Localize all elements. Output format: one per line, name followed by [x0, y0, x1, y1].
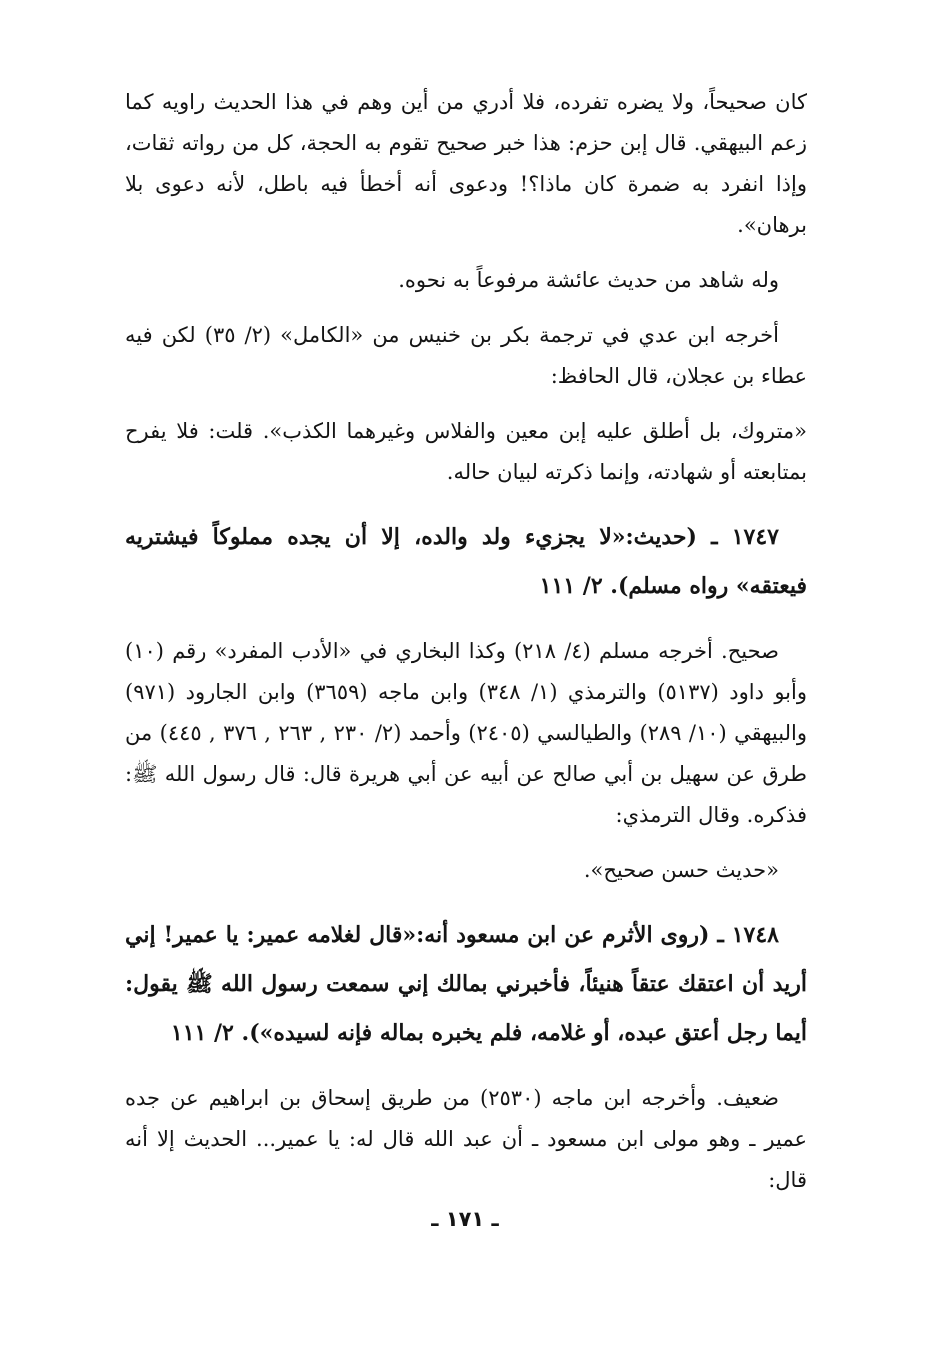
paragraph-takhrij-1747: صحيح. أخرجه مسلم (٤/ ٢١٨) وكذا البخاري في «الأدب المفرد» رقم (١٠) وأبو داود (٥١٣٧) والترمذي (١/ ٣٤٨) وابن ماجه (٣٦٥٩) وابن الجارود (٩٧١) والبيهقي (١٠/ ٢٨٩) والطيالسي (٢٤٠٥) وأحمد (٢/ ٢٣٠ , ٢٦٣ , ٣٧٦ , ٤٤٥) من طرق عن سهيل بن أبي صالح عن أبيه عن أبي هريرة قال: قال رسول الله ﷺ: فذكره. وقال الترمذي: [125, 639, 807, 827]
hadith-1747: ١٧٤٧ ـ (حديث:«لا يجزيء ولد والده، إلا أن يجده مملوكاً فيشتريه فيعتقه» رواه مسلم). ٢/ ١١١ [125, 524, 807, 599]
paragraph-continuation: كان صحيحاً، ولا يضره تفرده، فلا أدري من أين وهم في هذا الحديث راويه كما زعم البيهقي. قال إبن حزم: هذا خبر صحيح تقوم به الحجة، كل من رواته ثقات، وإذا انفرد به ضمرة كان ماذا؟! ودعوى أنه أخطأ فيه باطل، لأنه دعوى بلا برهان». [125, 90, 807, 237]
paragraph-ibn-adi: أخرجه ابن عدي في ترجمة بكر بن خنيس من «الكامل» (٢/ ٣٥) لكن فيه عطاء بن عجلان، قال الحافظ: [125, 323, 807, 388]
paragraph-witness: وله شاهد من حديث عائشة مرفوعاً به نحوه. [398, 268, 779, 292]
paragraph-takhrij-1748: ضعيف. وأخرجه ابن ماجه (٢٥٣٠) من طريق إسحاق بن ابراهيم عن جده عمير ـ وهو مولى ابن مسعود ـ أن عبد الله قال له: يا عمير... الحديث إلا أنه قال: [125, 1086, 807, 1192]
page-body [125, 82, 807, 1201]
hadith-1748: ١٧٤٨ ـ (روى الأثرم عن ابن مسعود أنه:«قال لغلامه عمير: يا عمير! إني أريد أن اعتقك عتقاً هنيئاً، فأخبرني بمالك إني سمعت رسول الله ﷺ يقول: أيما رجل أعتق عبده، أو غلامه، فلم يخبره بماله فإنه لسيده»). ٢/ ١١١ [125, 922, 807, 1046]
page-number: ـ ١٧١ ـ [431, 1207, 499, 1231]
paragraph-hafiz-quote: «متروك، بل أطلق عليه إبن معين والفلاس وغيرهما الكذب». قلت: فلا يفرح بمتابعته أو شهادته، وإنما ذكرته لبيان حاله. [125, 419, 807, 484]
paragraph-tirmidhi-quote: «حديث حسن صحيح». [583, 858, 779, 882]
